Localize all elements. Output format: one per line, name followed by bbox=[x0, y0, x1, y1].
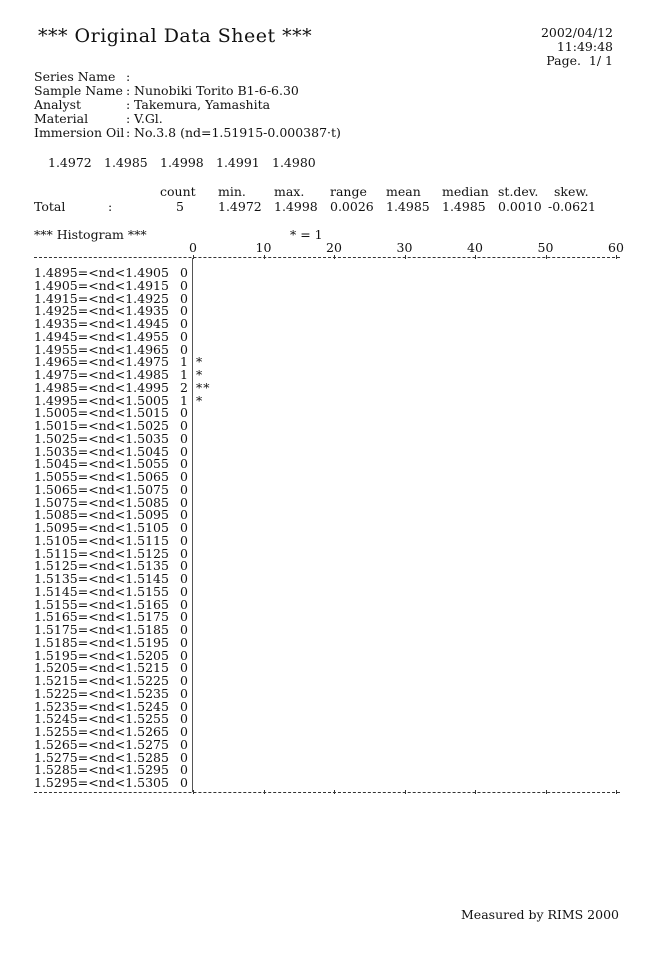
histogram-scale-note: * = 1 bbox=[290, 227, 323, 242]
histogram-bin-label: 1.5005=<nd<1.5015 bbox=[34, 405, 169, 421]
footer-note: Measured by RIMS 2000 bbox=[461, 907, 619, 922]
histogram-bin-count: 0 bbox=[180, 265, 188, 280]
histogram-bin-count: 2 bbox=[180, 379, 188, 395]
sample-name-label: Sample Name bbox=[34, 83, 123, 98]
histogram-bin-count: 0 bbox=[180, 749, 188, 765]
page-number: Page. 1/ 1 bbox=[546, 53, 613, 68]
material-colon: : bbox=[126, 111, 131, 126]
histogram-top-rule bbox=[34, 257, 620, 258]
histogram-bin-count: 0 bbox=[180, 571, 188, 586]
histogram-bin-label: 1.5165=<nd<1.5175 bbox=[34, 609, 169, 625]
stat-header-range: range bbox=[330, 184, 367, 199]
histogram-axis-line bbox=[192, 258, 193, 792]
histogram-bin-label: 1.4965=<nd<1.4975 bbox=[34, 354, 169, 370]
histogram-bin-label: 1.4915=<nd<1.4925 bbox=[34, 290, 169, 306]
histogram-axis-tick-label: 10 bbox=[255, 240, 272, 255]
histogram-bin-count: 0 bbox=[180, 596, 188, 612]
measurement-value: 1.4972 bbox=[48, 155, 92, 170]
histogram-bin-count: 0 bbox=[180, 520, 188, 535]
histogram-bin-count: 0 bbox=[180, 469, 188, 484]
histogram-bin-label: 1.5255=<nd<1.5265 bbox=[34, 724, 169, 739]
histogram-bin-count: 0 bbox=[180, 430, 188, 446]
histogram-bin-label: 1.4975=<nd<1.4985 bbox=[34, 367, 169, 382]
stat-value-mean: 1.4985 bbox=[386, 199, 430, 214]
stat-value-min: 1.4972 bbox=[218, 199, 262, 214]
stat-row-label: Total bbox=[34, 199, 66, 214]
histogram-axis-tick-label: 50 bbox=[537, 240, 554, 255]
histogram-bin-count: 1 bbox=[180, 367, 188, 382]
histogram-bin-label: 1.5235=<nd<1.5245 bbox=[34, 698, 169, 714]
histogram-bin-label: 1.5145=<nd<1.5155 bbox=[34, 583, 169, 599]
stat-value-skew: -0.0621 bbox=[548, 199, 596, 214]
histogram-bin-count: 0 bbox=[180, 494, 188, 510]
histogram-bin-label: 1.5245=<nd<1.5255 bbox=[34, 711, 169, 727]
stat-header-stdev: st.dev. bbox=[498, 184, 539, 199]
histogram-bin-label: 1.5155=<nd<1.5165 bbox=[34, 596, 169, 612]
histogram-bin-bar: ** bbox=[196, 379, 211, 395]
histogram-bin-count: 0 bbox=[180, 545, 188, 561]
histogram-axis-tick bbox=[475, 255, 476, 259]
stat-row-colon: : bbox=[108, 199, 113, 214]
histogram-bin-label: 1.5275=<nd<1.5285 bbox=[34, 749, 169, 765]
histogram-bin-label: 1.4995=<nd<1.5005 bbox=[34, 392, 169, 408]
histogram-bin-label: 1.5075=<nd<1.5085 bbox=[34, 494, 169, 510]
analyst-value: Takemura, Yamashita bbox=[134, 97, 271, 112]
stat-header-skew: skew. bbox=[554, 184, 589, 199]
histogram-axis-tick bbox=[475, 790, 476, 794]
series-name-colon: : bbox=[126, 69, 131, 84]
histogram-axis-tick bbox=[193, 255, 194, 259]
stat-header-min: min. bbox=[218, 184, 246, 199]
histogram-axis-tick bbox=[405, 255, 406, 259]
histogram-bin-label: 1.5205=<nd<1.5215 bbox=[34, 660, 169, 676]
histogram-axis-tick bbox=[264, 790, 265, 794]
sample-name-colon: : bbox=[126, 83, 131, 98]
histogram-bin-label: 1.5265=<nd<1.5275 bbox=[34, 736, 169, 752]
stat-value-max: 1.4998 bbox=[274, 199, 318, 214]
histogram-bin-count: 0 bbox=[180, 736, 188, 752]
histogram-bin-count: 0 bbox=[180, 583, 188, 599]
histogram-bin-label: 1.5105=<nd<1.5115 bbox=[34, 532, 169, 548]
immersion-oil-value: No.3.8 (nd=1.51915-0.000387·t) bbox=[134, 125, 341, 140]
material-label: Material bbox=[34, 111, 89, 126]
histogram-bin-count: 0 bbox=[180, 290, 188, 306]
histogram-bin-count: 0 bbox=[180, 277, 188, 293]
report-time: 11:49:48 bbox=[556, 39, 613, 54]
stat-header-median: median bbox=[442, 184, 489, 199]
histogram-bin-label: 1.5095=<nd<1.5105 bbox=[34, 520, 169, 535]
histogram-bin-count: 0 bbox=[180, 609, 188, 625]
histogram-axis-tick-label: 60 bbox=[608, 240, 624, 255]
histogram-bin-label: 1.4945=<nd<1.4955 bbox=[34, 328, 169, 344]
histogram-bin-count: 0 bbox=[180, 634, 188, 650]
histogram-axis-tick bbox=[546, 790, 547, 794]
histogram-bin-label: 1.5125=<nd<1.5135 bbox=[34, 558, 169, 574]
stat-value-range: 0.0026 bbox=[330, 199, 374, 214]
histogram-bin-label: 1.4925=<nd<1.4935 bbox=[34, 303, 169, 319]
histogram-bin-count: 0 bbox=[180, 698, 188, 714]
histogram-axis-tick-label: 30 bbox=[396, 240, 413, 255]
histogram-bin-count: 0 bbox=[180, 647, 188, 663]
stat-value-stdev: 0.0010 bbox=[498, 199, 542, 214]
histogram-bin-count: 0 bbox=[180, 341, 188, 357]
histogram-bin-count: 0 bbox=[180, 456, 188, 472]
histogram-bin-count: 0 bbox=[180, 328, 188, 344]
stat-header-mean: mean bbox=[386, 184, 421, 199]
measurement-value: 1.4991 bbox=[216, 155, 260, 170]
histogram-bin-label: 1.5295=<nd<1.5305 bbox=[34, 775, 169, 790]
histogram-title: *** Histogram *** bbox=[34, 227, 147, 242]
histogram-bin-label: 1.5065=<nd<1.5075 bbox=[34, 481, 169, 497]
histogram-axis-tick bbox=[616, 255, 617, 259]
stat-value-median: 1.4985 bbox=[442, 199, 486, 214]
histogram-axis-tick bbox=[405, 790, 406, 794]
histogram-bin-count: 0 bbox=[180, 507, 188, 523]
histogram-bin-label: 1.5055=<nd<1.5065 bbox=[34, 469, 169, 484]
histogram-bin-count: 0 bbox=[180, 660, 188, 676]
report-date: 2002/04/12 bbox=[540, 25, 613, 40]
histogram-axis-tick bbox=[193, 790, 194, 794]
histogram-bin-label: 1.5115=<nd<1.5125 bbox=[34, 545, 169, 561]
analyst-colon: : bbox=[126, 97, 131, 112]
histogram-bin-count: 0 bbox=[180, 724, 188, 739]
histogram-bin-count: 0 bbox=[180, 762, 188, 778]
measurement-value: 1.4985 bbox=[104, 155, 148, 170]
histogram-bin-label: 1.5085=<nd<1.5095 bbox=[34, 507, 169, 523]
histogram-axis-tick bbox=[334, 255, 335, 259]
measurement-value: 1.4980 bbox=[272, 155, 316, 170]
histogram-bin-count: 0 bbox=[180, 418, 188, 433]
analyst-label: Analyst bbox=[34, 97, 82, 112]
histogram-bin-label: 1.5015=<nd<1.5025 bbox=[34, 418, 169, 433]
histogram-bin-count: 0 bbox=[180, 711, 188, 727]
histogram-bin-count: 0 bbox=[180, 532, 188, 548]
histogram-bin-label: 1.5225=<nd<1.5235 bbox=[34, 685, 169, 701]
histogram-bin-label: 1.4935=<nd<1.4945 bbox=[34, 316, 169, 331]
stat-header-count: count bbox=[160, 184, 196, 199]
histogram-bin-count: 0 bbox=[180, 481, 188, 497]
stat-header-max: max. bbox=[274, 184, 305, 199]
histogram-bin-label: 1.4955=<nd<1.4965 bbox=[34, 341, 169, 357]
stat-value-count: 5 bbox=[176, 199, 184, 214]
histogram-bin-label: 1.5025=<nd<1.5035 bbox=[34, 430, 169, 446]
immersion-oil-colon: : bbox=[126, 125, 131, 140]
histogram-bin-count: 0 bbox=[180, 622, 188, 637]
histogram-bin-label: 1.5175=<nd<1.5185 bbox=[34, 622, 169, 637]
histogram-bin-label: 1.5285=<nd<1.5295 bbox=[34, 762, 169, 778]
measurement-value: 1.4998 bbox=[160, 155, 204, 170]
histogram-bin-label: 1.5195=<nd<1.5205 bbox=[34, 647, 169, 663]
sample-name-value: Nunobiki Torito B1-6-6.30 bbox=[134, 83, 299, 98]
material-value: V.Gl. bbox=[134, 111, 163, 126]
histogram-bin-label: 1.4985=<nd<1.4995 bbox=[34, 379, 169, 395]
histogram-bin-label: 1.4895=<nd<1.4905 bbox=[34, 265, 169, 280]
histogram-axis-tick-label: 40 bbox=[467, 240, 483, 255]
histogram-bin-label: 1.5185=<nd<1.5195 bbox=[34, 634, 169, 650]
histogram-axis-tick-label: 0 bbox=[189, 240, 197, 255]
immersion-oil-label: Immersion Oil bbox=[34, 125, 125, 140]
histogram-bin-label: 1.4905=<nd<1.4915 bbox=[34, 277, 169, 293]
histogram-axis-tick bbox=[334, 790, 335, 794]
histogram-bin-count: 1 bbox=[180, 392, 188, 408]
histogram-bin-count: 0 bbox=[180, 775, 188, 790]
histogram-bin-bar: * bbox=[196, 354, 204, 370]
histogram-bin-count: 1 bbox=[180, 354, 188, 370]
histogram-bin-count: 0 bbox=[180, 443, 188, 459]
histogram-axis-tick bbox=[616, 790, 617, 794]
histogram-axis-tick bbox=[264, 255, 265, 259]
histogram-bin-count: 0 bbox=[180, 303, 188, 319]
histogram-bin-count: 0 bbox=[180, 685, 188, 701]
page-title: *** Original Data Sheet *** bbox=[38, 25, 313, 47]
series-name-label: Series Name bbox=[34, 69, 116, 84]
histogram-bin-bar: * bbox=[196, 367, 204, 382]
histogram-bin-label: 1.5135=<nd<1.5145 bbox=[34, 571, 169, 586]
histogram-bin-label: 1.5045=<nd<1.5055 bbox=[34, 456, 169, 472]
histogram-bin-count: 0 bbox=[180, 405, 188, 421]
histogram-bin-label: 1.5035=<nd<1.5045 bbox=[34, 443, 169, 459]
histogram-axis-tick-label: 20 bbox=[326, 240, 342, 255]
histogram-bin-count: 0 bbox=[180, 673, 188, 688]
histogram-bottom-rule bbox=[34, 792, 620, 793]
histogram-bin-count: 0 bbox=[180, 558, 188, 574]
histogram-bin-label: 1.5215=<nd<1.5225 bbox=[34, 673, 169, 688]
histogram-bin-bar: * bbox=[196, 392, 204, 408]
histogram-bin-count: 0 bbox=[180, 316, 188, 331]
histogram-axis-tick bbox=[546, 255, 547, 259]
